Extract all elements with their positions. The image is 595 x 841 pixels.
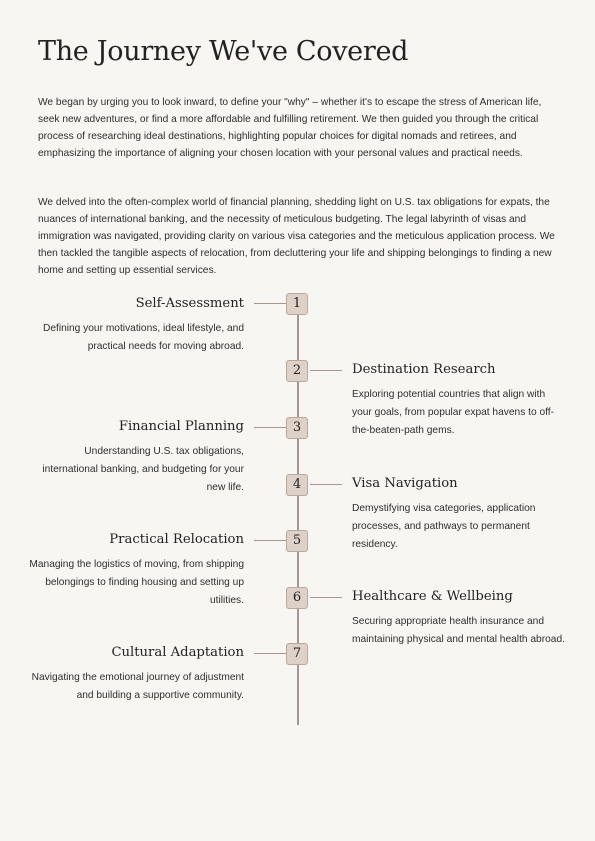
step-number-badge: 6 [286, 587, 308, 609]
step-title: Practical Relocation [109, 532, 244, 547]
step-title: Destination Research [352, 362, 496, 377]
timeline-connector [310, 370, 342, 371]
step-title: Healthcare & Wellbeing [352, 589, 513, 604]
step-title: Cultural Adaptation [111, 645, 244, 660]
step-description: Demystifying visa categories, application processes, and pathways to permanent residency. [352, 503, 536, 550]
step-number-badge: 3 [286, 417, 308, 439]
step-title: Financial Planning [118, 419, 244, 434]
page-title: The Journey We've Covered [38, 36, 409, 67]
step-number-badge: 5 [286, 530, 308, 552]
step-description: Managing the logistics of moving, from shipping belongings to finding housing and setting up utilities. [29, 559, 244, 606]
timeline-connector [310, 484, 342, 485]
timeline-connector [310, 597, 342, 598]
timeline-connector [254, 540, 286, 541]
step-description: Defining your motivations, ideal lifestyle, and practical needs for moving abroad. [42, 323, 244, 352]
step-description: Navigating the emotional journey of adjustment and building a supportive community. [31, 672, 244, 701]
step-title: Visa Navigation [352, 476, 458, 491]
timeline-connector [254, 653, 286, 654]
step-description: Securing appropriate health insurance and maintaining physical and mental health abroad. [352, 616, 565, 645]
intro-paragraph-1: We began by urging you to look inward, to define your "why" – whether it's to escape the stress of American life, seek new adventures, or find a more affordable and fulfilling retirement. We then guided you through the critical process of researching ideal destinations, highlighting popular choices for digital nomads and retirees, and emphasizing the importance of aligning your chosen location with your personal values and practical needs. [38, 97, 542, 159]
timeline-connector [254, 427, 286, 428]
intro-paragraph-2: We delved into the often-complex world of financial planning, shedding light on U.S. tax obligations for expats, the nuances of international banking, and the necessity of meticulous budgeting. The legal labyrinth of visas and immigration was navigated, providing clarity on various visa categories and the meticulous application process. We then tackled the tangible aspects of relocation, from decluttering your life and shipping belongings to finding a new home and setting up essential services. [38, 197, 555, 276]
step-number-badge: 1 [286, 293, 308, 315]
timeline-connector [254, 303, 286, 304]
step-number-badge: 4 [286, 474, 308, 496]
step-description: Understanding U.S. tax obligations, international banking, and budgeting for your new life. [42, 446, 244, 493]
step-title: Self-Assessment [135, 296, 244, 311]
step-number-badge: 2 [286, 360, 308, 382]
step-number-badge: 7 [286, 643, 308, 665]
step-description: Exploring potential countries that align with your goals, from popular expat havens to off-the-beaten-path gems. [352, 389, 554, 436]
